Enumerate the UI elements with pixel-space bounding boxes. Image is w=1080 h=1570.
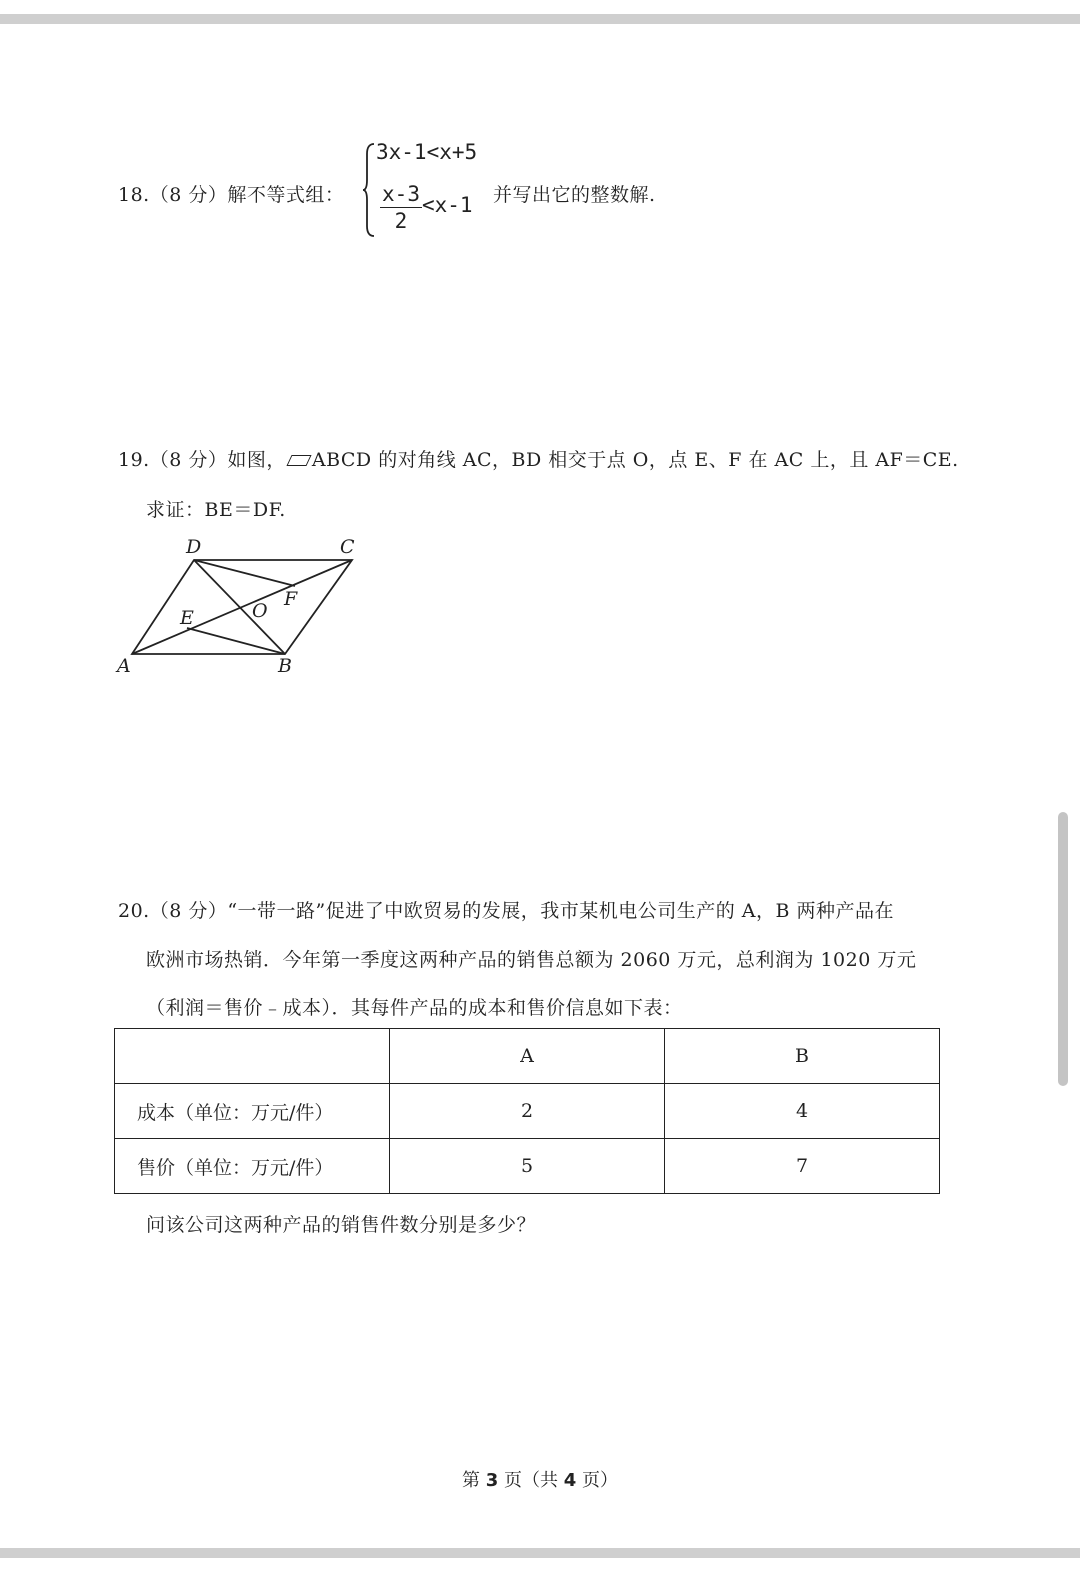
label-a: A <box>117 655 131 677</box>
q18-inequality-system <box>362 140 502 240</box>
left-brace-icon <box>362 140 376 240</box>
table-cell: 售价（单位：万元/件） <box>115 1139 390 1194</box>
label-o: O <box>252 600 268 622</box>
footer-post: 页） <box>582 1470 618 1491</box>
q20-line-1: 20.（8 分）“一带一路”促进了中欧贸易的发展，我市某机电公司生产的 A，B 两种产品在 <box>118 900 895 922</box>
segment-be <box>187 628 285 654</box>
label-d: D <box>186 536 202 558</box>
q20-question: 问该公司这两种产品的销售件数分别是多少？ <box>146 1214 537 1236</box>
diagonal-bd <box>194 560 285 654</box>
q19-line-2: 求证：BE＝DF. <box>146 499 286 521</box>
q18-inequality-2-rest: <x-1 <box>422 193 473 217</box>
segment-df <box>194 560 295 586</box>
q18-suffix: 并写出它的整数解. <box>493 184 656 206</box>
table-cell: 2 <box>390 1084 665 1139</box>
label-c: C <box>340 536 355 558</box>
q19-prefix: 19.（8 分）如图， <box>118 449 286 471</box>
table-cell <box>115 1029 390 1084</box>
label-e: E <box>180 607 194 629</box>
q20-cost-price-table <box>114 1028 940 1194</box>
label-b: B <box>278 655 292 677</box>
table-cell: B <box>665 1029 940 1084</box>
q18-fraction-numerator: x-3 <box>382 182 420 206</box>
table-cell: 4 <box>665 1084 940 1139</box>
label-f: F <box>284 588 298 610</box>
table-cell: 成本（单位：万元/件） <box>115 1084 390 1139</box>
q20-line-2: 欧洲市场热销．今年第一季度这两种产品的销售总额为 2060 万元，总利润为 1020 万元 <box>146 949 917 971</box>
page-top-edge <box>0 14 1080 24</box>
q18-fraction <box>378 182 424 233</box>
q19-line-1 <box>118 445 959 472</box>
q19-parallelogram-figure <box>112 533 372 683</box>
q19-statement: ABCD 的对角线 AC，BD 相交于点 O，点 E、F 在 AC 上，且 AF＝CE. <box>311 449 959 471</box>
table-header-row <box>115 1029 940 1084</box>
footer-page-number: 3 <box>485 1470 499 1491</box>
parallelogram-icon <box>286 455 311 466</box>
q18-fraction-denominator: 2 <box>394 209 408 233</box>
footer-pre: 第 <box>462 1470 480 1491</box>
footer-total-pages: 4 <box>563 1470 577 1491</box>
scrollbar-thumb[interactable] <box>1058 812 1068 1086</box>
q18-inequality-1: 3x-1<x+5 <box>376 140 478 164</box>
table-row <box>115 1139 940 1194</box>
fraction-bar <box>380 207 422 208</box>
q18-prefix: 18.（8 分）解不等式组： <box>118 184 345 206</box>
table-cell: 7 <box>665 1139 940 1194</box>
table-cell: 5 <box>390 1139 665 1194</box>
page-bottom-edge <box>0 1548 1080 1558</box>
q20-line-3: （利润＝售价﹣成本）．其每件产品的成本和售价信息如下表： <box>146 997 683 1019</box>
table-cell: A <box>390 1029 665 1084</box>
footer-mid: 页（共 <box>504 1470 558 1491</box>
table-row <box>115 1084 940 1139</box>
page-number <box>0 1466 1080 1492</box>
